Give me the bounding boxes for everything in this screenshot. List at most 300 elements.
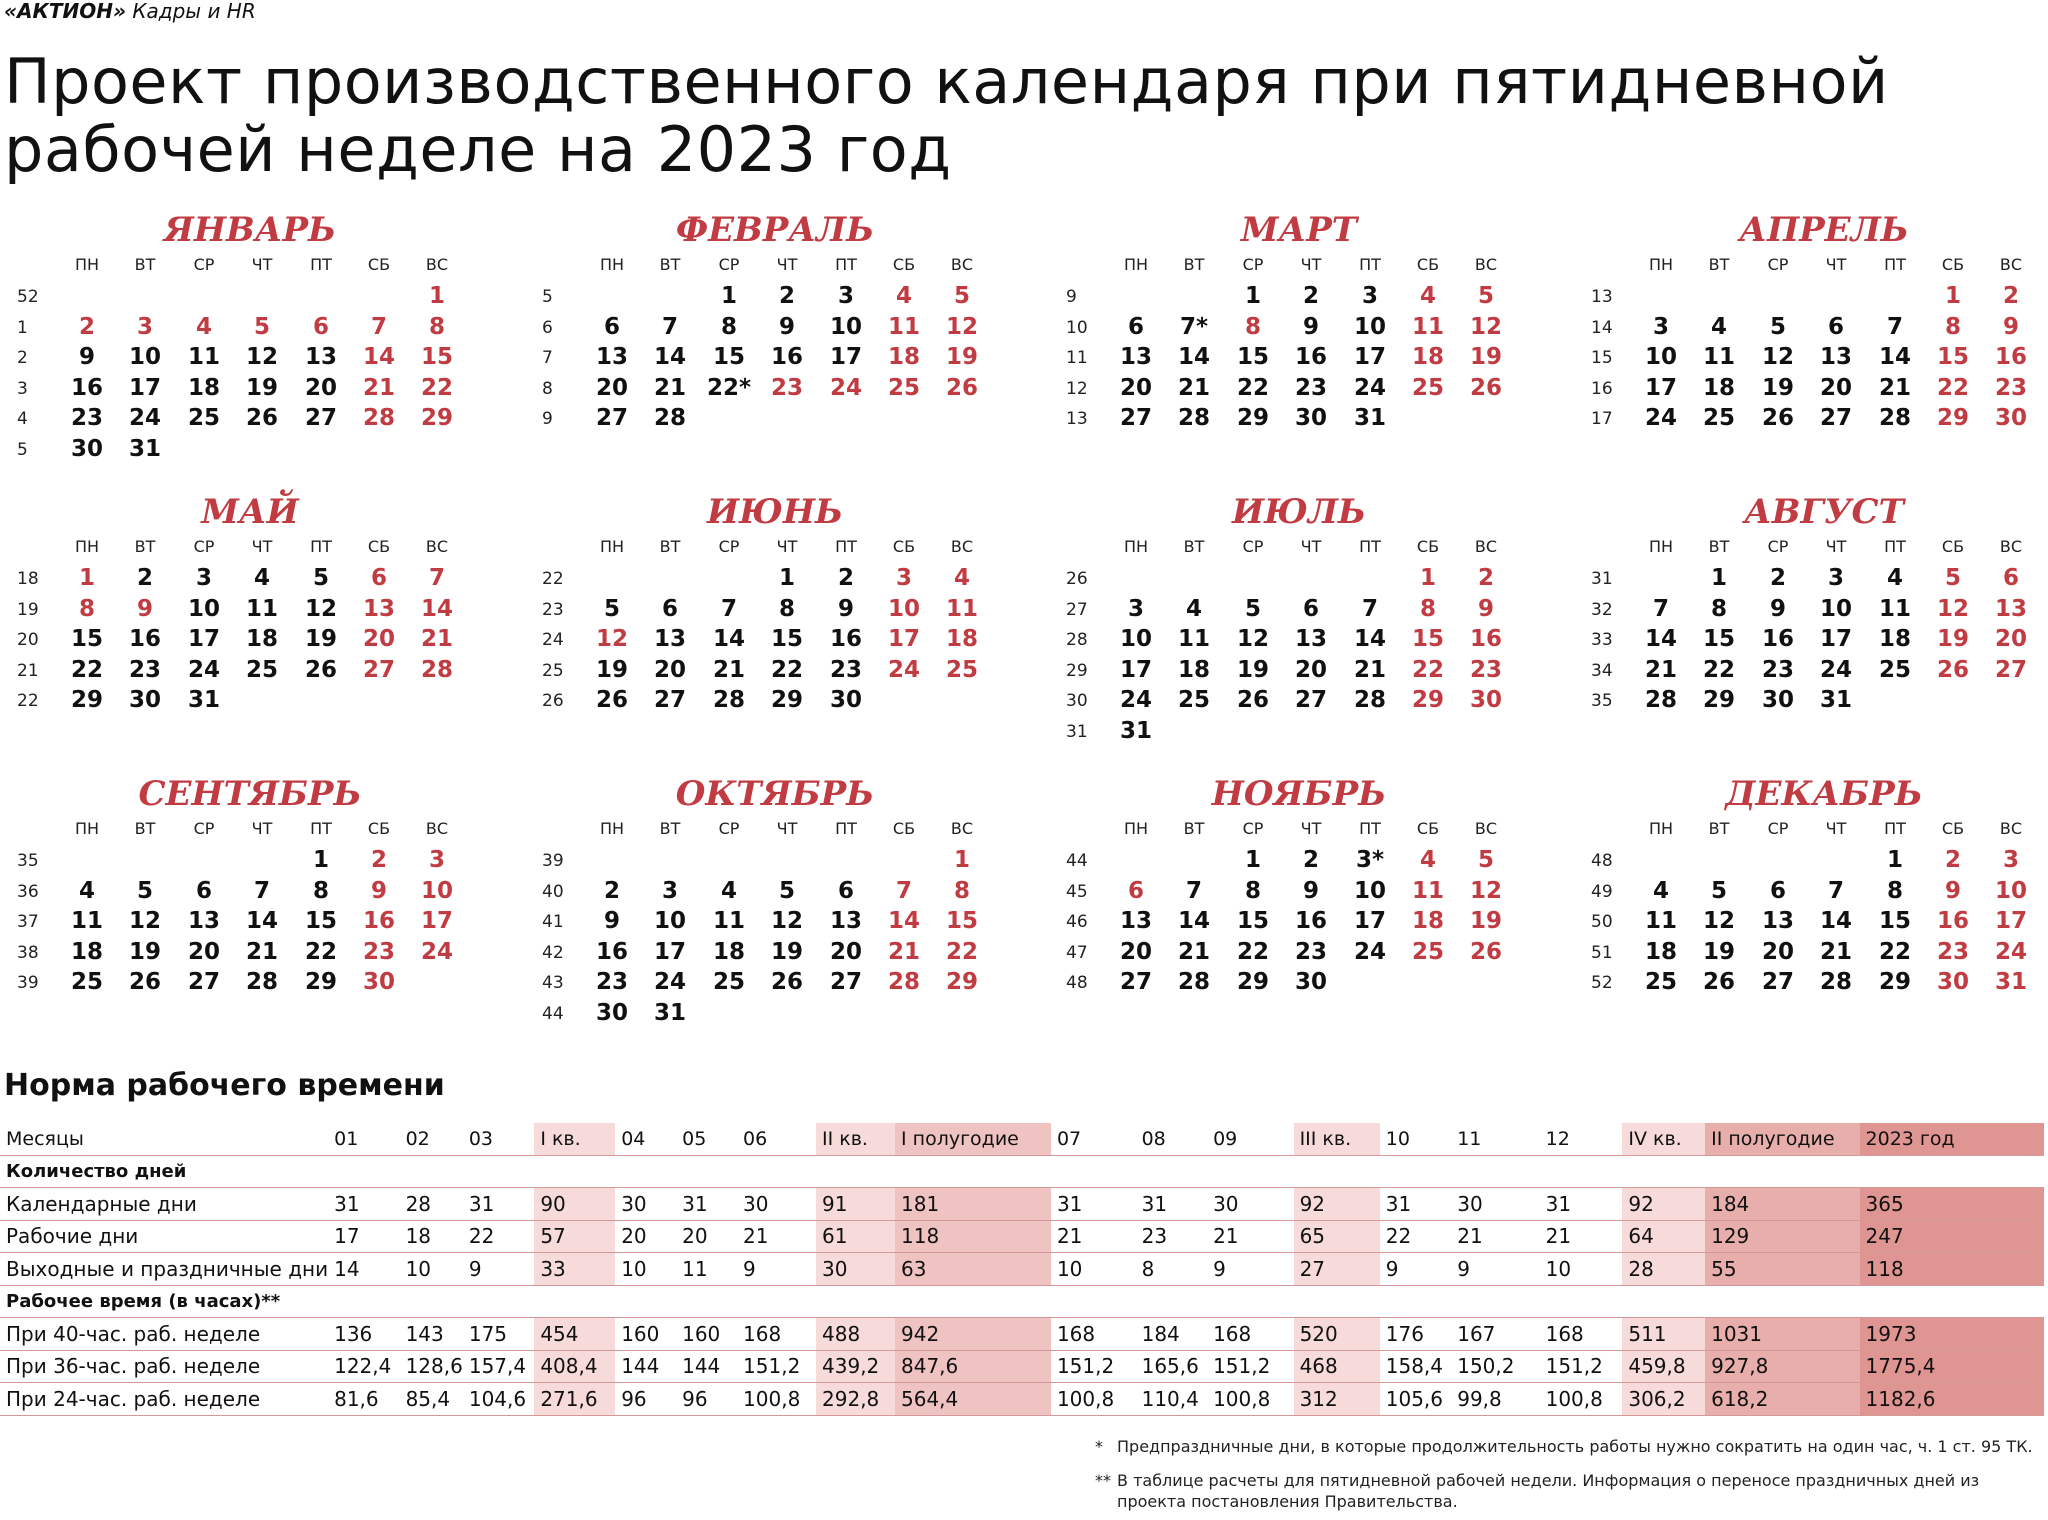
- calendar-day: 30: [70, 435, 103, 462]
- table-cell: 85,4: [400, 1383, 463, 1416]
- week-number: 10: [1066, 317, 1088, 338]
- table-cell: 31: [1136, 1188, 1207, 1221]
- week-number: 2: [17, 348, 28, 368]
- weekday-label: ЧТ: [776, 255, 798, 274]
- calendar-day: 25: [187, 405, 220, 431]
- weekday-label: ВТ: [1183, 537, 1205, 556]
- table-cell: 91: [816, 1188, 895, 1221]
- table-cell: 2023 год: [1860, 1123, 2044, 1155]
- calendar-day: 2: [603, 877, 620, 904]
- table-cell: 129: [1705, 1220, 1859, 1253]
- calendar-day: 23: [70, 405, 103, 431]
- calendar-day: 1: [1244, 847, 1261, 873]
- table-cell: 136: [328, 1318, 399, 1351]
- table-cell: 30: [615, 1188, 676, 1221]
- table-cell: 1031: [1705, 1318, 1859, 1351]
- calendar-day: 29: [70, 687, 103, 713]
- weekday-label: ПН: [599, 537, 625, 556]
- calendar-day: 2: [136, 565, 153, 591]
- weekday-label: ПТ: [1359, 819, 1381, 838]
- table-cell: Месяцы: [0, 1123, 328, 1155]
- calendar-day: 2: [778, 283, 795, 309]
- calendar-day: 26: [1761, 405, 1794, 431]
- table-cell: 1182,6: [1860, 1383, 2044, 1416]
- table-cell: При 24-час. раб. неделе: [0, 1383, 328, 1416]
- calendar-day: 15: [420, 344, 453, 370]
- table-header-row: [0, 1123, 2044, 1155]
- weekday-label: ЧТ: [1825, 255, 1847, 274]
- calendar-day: 28: [1878, 405, 1911, 431]
- calendar-day: 19: [1702, 938, 1735, 965]
- table-cell: 9: [1451, 1253, 1539, 1286]
- week-number: 6: [542, 317, 553, 338]
- calendar-day: 8: [1244, 877, 1261, 904]
- calendar-day: 14: [1177, 908, 1210, 934]
- table-cell: 61: [816, 1220, 895, 1253]
- week-number: 15: [1591, 348, 1613, 368]
- week-number: 39: [542, 851, 564, 871]
- calendar-day: 1: [778, 565, 795, 591]
- weekday-label: ЧТ: [251, 255, 273, 274]
- table-row: [0, 1318, 2044, 1351]
- table-cell: 151,2: [1540, 1350, 1623, 1383]
- calendar-day: 23: [1469, 656, 1502, 683]
- calendar-day: 6: [370, 565, 387, 591]
- calendar-day: 5: [953, 283, 970, 309]
- calendar-day: 2: [1769, 565, 1786, 591]
- week-number: 49: [1591, 881, 1613, 902]
- table-cell: 31: [463, 1188, 534, 1221]
- calendar-day: 28: [1353, 687, 1386, 713]
- weekday-label: ЧТ: [776, 819, 798, 838]
- week-number: 20: [17, 630, 39, 650]
- calendar-day: 22: [304, 938, 337, 965]
- week-number: 52: [17, 287, 39, 307]
- table-cell: 27: [1294, 1253, 1380, 1286]
- calendar-day: 26: [1469, 938, 1502, 965]
- calendar-day: 6: [1127, 313, 1144, 340]
- table-row: [0, 1188, 2044, 1221]
- week-number: 33: [1591, 630, 1613, 650]
- weekday-label: ПН: [599, 255, 625, 274]
- calendar-day: 17: [1119, 656, 1152, 683]
- calendar-day: 19: [304, 626, 337, 652]
- weekday-label: ПТ: [1884, 255, 1906, 274]
- calendar-day: 15: [1411, 626, 1444, 652]
- calendar-day: 21: [420, 626, 453, 652]
- calendar-day: 31: [187, 687, 220, 713]
- table-cell: 408,4: [534, 1350, 615, 1383]
- table-cell: 847,6: [895, 1350, 1051, 1383]
- table-cell: 21: [1451, 1220, 1539, 1253]
- table-cell: 9: [463, 1253, 534, 1286]
- calendar-day: 18: [712, 938, 745, 965]
- table-cell: 05: [676, 1123, 737, 1155]
- table-cell: 292,8: [816, 1383, 895, 1416]
- calendar-day: 17: [128, 374, 161, 401]
- calendar-day: 5: [778, 877, 795, 904]
- calendar-day: 26: [1702, 969, 1735, 995]
- table-cell: 31: [1051, 1188, 1136, 1221]
- weekday-label: ВТ: [659, 819, 681, 838]
- table-cell: 157,4: [463, 1350, 534, 1383]
- table-cell: 488: [816, 1318, 895, 1351]
- week-number: 21: [17, 660, 39, 681]
- calendar-day: 18: [1878, 626, 1911, 652]
- table-cell: 100,8: [737, 1383, 816, 1416]
- weekday-label: СР: [718, 255, 740, 274]
- table-cell: 04: [615, 1123, 676, 1155]
- calendar-day: 10: [829, 313, 862, 340]
- week-number: 9: [1066, 287, 1077, 307]
- calendar-day: 29: [945, 969, 978, 995]
- calendar-day: 13: [1294, 626, 1327, 652]
- calendar-day: 19: [1936, 626, 1969, 652]
- table-cell: 168: [1051, 1318, 1136, 1351]
- calendar-day: 4: [78, 877, 95, 904]
- calendar-day: 14: [362, 344, 395, 370]
- table-cell: 10: [1051, 1253, 1136, 1286]
- calendar-day: 31: [128, 435, 161, 462]
- table-cell: 30: [816, 1253, 895, 1286]
- calendar-day: 11: [945, 595, 978, 622]
- calendar-day: 28: [420, 656, 453, 683]
- month-block: [15, 492, 515, 752]
- calendar-day: 28: [1819, 969, 1852, 995]
- week-number: 5: [542, 287, 553, 307]
- weekday-label: ПТ: [1359, 537, 1381, 556]
- calendar-day: 22: [1702, 656, 1735, 683]
- calendar-day: 20: [1294, 656, 1327, 683]
- calendar-day: 11: [1411, 313, 1444, 340]
- calendar-day: 24: [1994, 938, 2027, 965]
- calendar-day: 15: [70, 626, 103, 652]
- calendar-day: 25: [1411, 938, 1444, 965]
- table-cell: 184: [1136, 1318, 1207, 1351]
- table-cell: 33: [534, 1253, 615, 1286]
- calendar-day: 11: [1411, 877, 1444, 904]
- calendar-day: 22: [945, 938, 978, 965]
- calendar-day: 10: [1353, 313, 1386, 340]
- calendar-day: 15: [1936, 344, 1969, 370]
- calendar-day: 2: [78, 313, 95, 340]
- calendar-day: 28: [887, 969, 920, 995]
- week-number: 51: [1591, 942, 1613, 963]
- weekday-label: ЧТ: [1300, 255, 1322, 274]
- weekday-label: СБ: [892, 819, 916, 838]
- table-cell: При 36-час. раб. неделе: [0, 1350, 328, 1383]
- table-cell: 247: [1860, 1220, 2044, 1253]
- calendar-day: 16: [770, 344, 803, 370]
- weekday-label: СБ: [1416, 537, 1440, 556]
- calendar-day: 28: [1177, 405, 1210, 431]
- calendar-day: 7: [1185, 877, 1202, 904]
- table-cell: 99,8: [1451, 1383, 1539, 1416]
- month-name: ДЕКАБРЬ: [1725, 774, 1923, 814]
- week-number: 23: [542, 599, 564, 620]
- calendar-day: 27: [829, 969, 862, 995]
- week-number: 7: [542, 348, 553, 368]
- table-cell: 151,2: [1207, 1350, 1294, 1383]
- calendar-day: 25: [945, 656, 978, 683]
- calendar-day: 4: [1185, 595, 1202, 622]
- week-number: 4: [17, 409, 28, 429]
- table-cell: 110,4: [1136, 1383, 1207, 1416]
- weekday-label: ПТ: [310, 819, 332, 838]
- table-cell: 11: [1451, 1123, 1539, 1155]
- calendar-day: 10: [1644, 344, 1677, 370]
- footnote-mark: **: [1095, 1471, 1111, 1490]
- calendar-day: 8: [1944, 313, 1961, 340]
- calendar-day: 31: [653, 999, 686, 1026]
- weekday-label: СБ: [367, 255, 391, 274]
- table-cell: 144: [615, 1350, 676, 1383]
- weekday-label: СР: [1242, 537, 1264, 556]
- weekday-label: ВТ: [1183, 819, 1205, 838]
- calendar-day: 30: [1294, 969, 1327, 995]
- calendar-day: 9: [603, 908, 620, 934]
- calendar-day: 5: [603, 595, 620, 622]
- calendar-day: 11: [70, 908, 103, 934]
- week-number: 34: [1591, 660, 1613, 681]
- calendar-day: 7: [1827, 877, 1844, 904]
- calendar-day: 17: [1994, 908, 2027, 934]
- weekday-label: ЧТ: [1825, 537, 1847, 556]
- table-row: [0, 1350, 2044, 1383]
- calendar-day: 13: [362, 595, 395, 622]
- calendar-day: 12: [304, 595, 337, 622]
- week-number: 32: [1591, 599, 1613, 620]
- section-label: Рабочее время (в часах)**: [0, 1285, 2044, 1318]
- table-cell: 92: [1294, 1188, 1380, 1221]
- calendar-day: 29: [420, 405, 453, 431]
- month-block: [15, 774, 515, 1034]
- calendar-day: 25: [887, 374, 920, 401]
- calendar-day: 5: [1769, 313, 1786, 340]
- calendar-day: 1: [1886, 847, 1903, 873]
- table-cell: 158,4: [1380, 1350, 1451, 1383]
- footnote: [1095, 1470, 2045, 1520]
- month-block: [1589, 492, 2048, 752]
- calendar-day: 14: [887, 908, 920, 934]
- week-number: 35: [17, 851, 39, 871]
- calendar-day: 1: [1710, 565, 1727, 591]
- calendar-day: 16: [1936, 908, 1969, 934]
- table-cell: 9: [1380, 1253, 1451, 1286]
- calendar-day: 9: [1769, 595, 1786, 622]
- calendar-day: 29: [1236, 969, 1269, 995]
- week-number: 31: [1591, 569, 1613, 589]
- table-cell: 14: [328, 1253, 399, 1286]
- week-number: 39: [17, 973, 39, 993]
- calendar-day: 16: [1294, 344, 1327, 370]
- calendar-day: 4: [1419, 847, 1436, 873]
- weekday-label: ПТ: [1884, 537, 1906, 556]
- calendar-day: 28: [712, 687, 745, 713]
- calendar-day: 3: [2002, 847, 2019, 873]
- table-cell: 439,2: [816, 1350, 895, 1383]
- table-cell: Календарные дни: [0, 1188, 328, 1221]
- calendar-day: 27: [653, 687, 686, 713]
- weekday-label: ВС: [1474, 819, 1498, 838]
- calendar-day: 14: [1644, 626, 1677, 652]
- week-number: 26: [542, 691, 564, 711]
- table-cell: 150,2: [1451, 1350, 1539, 1383]
- calendar-day: 24: [1353, 938, 1386, 965]
- calendar-day: 8: [778, 595, 795, 622]
- calendar-day: 19: [595, 656, 628, 683]
- month-name: ИЮЛЬ: [1231, 492, 1366, 532]
- brand-logo: «АКТИОН»: [4, 0, 126, 23]
- calendar-day: 16: [362, 908, 395, 934]
- week-number: 28: [1066, 630, 1088, 650]
- table-cell: 520: [1294, 1318, 1380, 1351]
- table-cell: 90: [534, 1188, 615, 1221]
- calendar-day: 19: [128, 938, 161, 965]
- calendar-day: 13: [595, 344, 628, 370]
- week-number: 12: [1066, 378, 1088, 399]
- calendar-day: 8: [312, 877, 329, 904]
- calendar-day: 27: [1994, 656, 2027, 683]
- weekday-label: СР: [1767, 537, 1789, 556]
- table-cell: 365: [1860, 1188, 2044, 1221]
- table-cell: 31: [676, 1188, 737, 1221]
- calendar-day: 23: [128, 656, 161, 683]
- week-number: 9: [542, 409, 553, 429]
- calendar-day: 22: [1878, 938, 1911, 965]
- section-row: [0, 1285, 2044, 1318]
- week-number: 26: [1066, 569, 1088, 589]
- calendar-day: 15: [1236, 344, 1269, 370]
- brand: [4, 0, 256, 22]
- calendar-day: 18: [1644, 938, 1677, 965]
- table-cell: 468: [1294, 1350, 1380, 1383]
- calendar-day: 17: [187, 626, 220, 652]
- calendar-day: 27: [1119, 405, 1152, 431]
- calendar-day: 6: [837, 877, 854, 904]
- weekday-label: СР: [1242, 819, 1264, 838]
- calendar-day: 12: [770, 908, 803, 934]
- weekday-label: ВС: [950, 537, 974, 556]
- table-cell: 10: [615, 1253, 676, 1286]
- calendar-day: 4: [253, 565, 270, 591]
- calendar-day: 13: [1994, 595, 2027, 622]
- calendar-day: 20: [304, 374, 337, 401]
- calendar-day: 17: [887, 626, 920, 652]
- calendar-day: 14: [420, 595, 453, 622]
- calendar-day: 8: [1244, 313, 1261, 340]
- calendar-day: 16: [70, 374, 103, 401]
- calendar-day: 1: [1419, 565, 1436, 591]
- calendar-day: 10: [187, 595, 220, 622]
- calendar-day: 9: [1477, 595, 1494, 622]
- calendar-day: 5: [1477, 847, 1494, 873]
- calendar-day: 9: [837, 595, 854, 622]
- weekday-label: ВТ: [1708, 255, 1730, 274]
- week-number: 3: [17, 378, 28, 399]
- table-cell: 30: [1207, 1188, 1294, 1221]
- calendar-day: 12: [945, 313, 978, 340]
- month-block: [1064, 492, 1564, 752]
- table-cell: 564,4: [895, 1383, 1051, 1416]
- calendar-day: 26: [945, 374, 978, 401]
- calendar-day: 1: [720, 283, 737, 309]
- table-cell: 21: [1051, 1220, 1136, 1253]
- calendar-day: 29: [1702, 687, 1735, 713]
- calendar-day: 24: [187, 656, 220, 683]
- calendar-day: 25: [1411, 374, 1444, 401]
- calendar-day: 17: [1819, 626, 1852, 652]
- calendar-day: 1: [1244, 283, 1261, 309]
- weekday-label: ПН: [1648, 819, 1674, 838]
- table-cell: 168: [1207, 1318, 1294, 1351]
- week-number: 43: [542, 973, 564, 993]
- month-block: [540, 210, 1040, 470]
- table-cell: Выходные и праздничные дни: [0, 1253, 328, 1286]
- calendar-day: 3: [195, 565, 212, 591]
- calendar-day: 5: [1944, 565, 1961, 591]
- month-name: АВГУСТ: [1744, 492, 1904, 532]
- calendar-day: 12: [1469, 313, 1502, 340]
- weekday-label: СБ: [1416, 819, 1440, 838]
- calendar-day: 22: [70, 656, 103, 683]
- calendar-day: 4: [1886, 565, 1903, 591]
- calendar-day: 3: [428, 847, 445, 873]
- calendar-day: 20: [829, 938, 862, 965]
- calendar-day: 1: [953, 847, 970, 873]
- weekday-label: ПН: [1123, 819, 1149, 838]
- brand-section: Кадры и HR: [132, 0, 256, 23]
- calendar-day: 23: [1936, 938, 1969, 965]
- table-cell: 128,6: [400, 1350, 463, 1383]
- calendar-day: 19: [945, 344, 978, 370]
- calendar-day: 19: [1469, 344, 1502, 370]
- calendar-day: 16: [128, 626, 161, 652]
- weekday-label: ПТ: [1884, 819, 1906, 838]
- calendar-day: 9: [778, 313, 795, 340]
- calendar-day: 28: [245, 969, 278, 995]
- week-number: 35: [1591, 691, 1613, 711]
- table-cell: 92: [1622, 1188, 1705, 1221]
- weekday-label: ВТ: [1708, 537, 1730, 556]
- calendar-day: 5: [253, 313, 270, 340]
- calendar-day: 21: [712, 656, 745, 683]
- weekday-label: СР: [193, 819, 215, 838]
- calendar-day: 4: [1652, 877, 1669, 904]
- calendar-day: 7*: [1179, 313, 1209, 340]
- table-cell: 100,8: [1207, 1383, 1294, 1416]
- calendar-day: 22: [420, 374, 453, 401]
- week-number: 14: [1591, 317, 1613, 338]
- table-cell: 312: [1294, 1383, 1380, 1416]
- table-cell: 31: [328, 1188, 399, 1221]
- weekday-label: ПН: [74, 255, 100, 274]
- calendar-day: 5: [312, 565, 329, 591]
- calendar-day: 4: [895, 283, 912, 309]
- table-cell: 176: [1380, 1318, 1451, 1351]
- table-cell: 100,8: [1051, 1383, 1136, 1416]
- weekday-label: СР: [718, 537, 740, 556]
- weekday-label: СБ: [892, 537, 916, 556]
- calendar-day: 6: [1827, 313, 1844, 340]
- weekday-label: СР: [718, 819, 740, 838]
- weekday-label: СБ: [1416, 255, 1440, 274]
- month-name: ЯНВАРЬ: [163, 210, 337, 250]
- table-cell: 942: [895, 1318, 1051, 1351]
- calendar-day: 13: [1119, 344, 1152, 370]
- calendar-day: 21: [1819, 938, 1852, 965]
- calendar-day: 12: [1761, 344, 1794, 370]
